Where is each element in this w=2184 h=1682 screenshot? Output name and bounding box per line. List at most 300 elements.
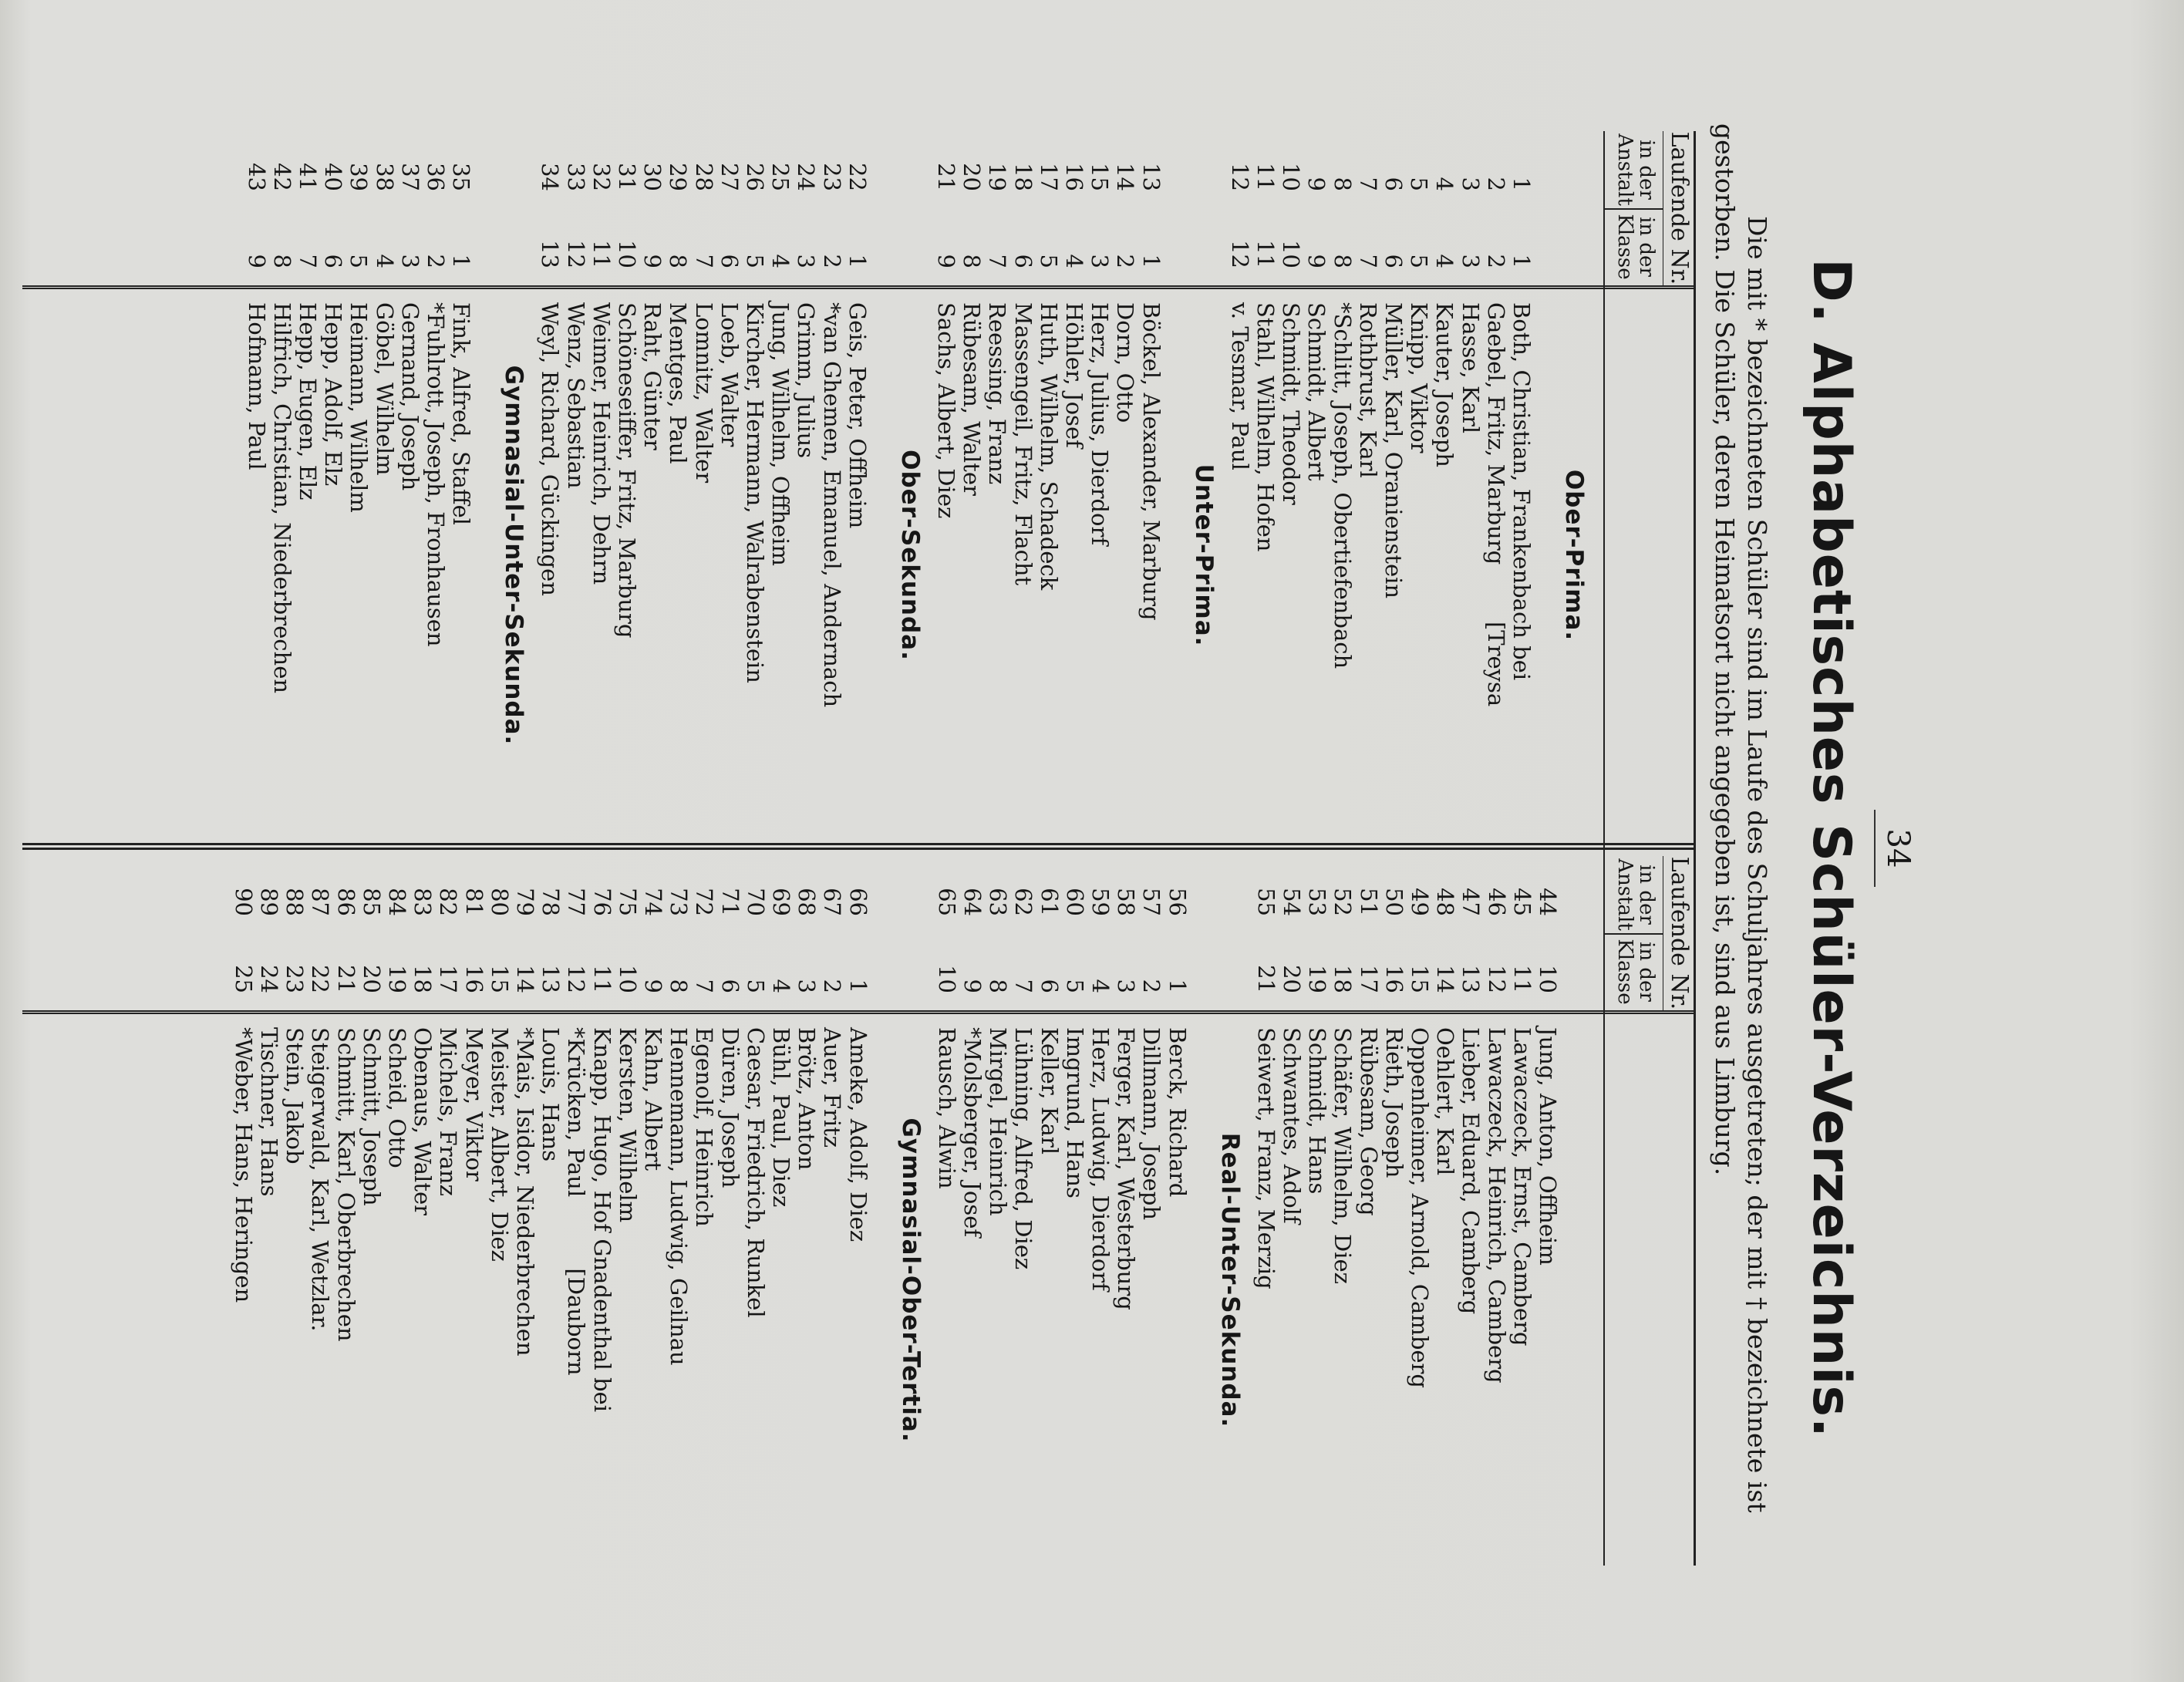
student-name: Fink, Alfred, Staffel bbox=[448, 302, 475, 525]
anstalt-number: 13 bbox=[1138, 163, 1164, 191]
student-row bbox=[819, 131, 844, 825]
student-row bbox=[959, 856, 985, 1550]
klasse-number: 10 bbox=[1278, 240, 1305, 268]
anstalt-number: 61 bbox=[1036, 888, 1063, 916]
student-name: Herz, Julius, Dierdorf bbox=[1087, 302, 1114, 546]
student-row bbox=[1087, 856, 1113, 1550]
anstalt-number: 68 bbox=[794, 888, 821, 916]
student-row bbox=[1356, 856, 1381, 1550]
student-row bbox=[1010, 856, 1036, 1550]
student-name: Both, Christian, Frankenbach bei bbox=[1508, 302, 1535, 681]
klasse-number: 3 bbox=[1457, 254, 1484, 268]
student-name: Reessing, Franz bbox=[984, 302, 1011, 485]
anstalt-number: 75 bbox=[614, 888, 641, 916]
student-row bbox=[563, 131, 588, 825]
anstalt-number: 40 bbox=[320, 163, 347, 191]
student-name: Egenolf, Heinrich bbox=[691, 1027, 718, 1227]
student-name: Jung, Anton, Offheim bbox=[1535, 1027, 1561, 1266]
student-row bbox=[1508, 131, 1534, 825]
anstalt-number: 44 bbox=[1535, 888, 1561, 916]
student-name: Sachs, Albert, Diez bbox=[933, 302, 959, 519]
student-row bbox=[1252, 131, 1278, 825]
anstalt-number: 25 bbox=[767, 163, 794, 191]
student-name: Lieber, Eduard, Camberg bbox=[1458, 1027, 1485, 1315]
student-row bbox=[691, 856, 716, 1550]
left-header-anstalt: in der Anstalt bbox=[1613, 133, 1658, 206]
anstalt-number: 38 bbox=[371, 163, 398, 191]
anstalt-number: 49 bbox=[1407, 888, 1433, 916]
student-row bbox=[1535, 856, 1560, 1550]
anstalt-number: 45 bbox=[1508, 888, 1535, 916]
anstalt-number: 65 bbox=[933, 888, 960, 916]
anstalt-number: 73 bbox=[666, 888, 693, 916]
klasse-number: 3 bbox=[1087, 254, 1114, 268]
klasse-number: 14 bbox=[1432, 965, 1459, 993]
student-name: *Mais, Isidor, Niederbrechen bbox=[512, 1027, 538, 1357]
student-name: Knipp, Viktor bbox=[1406, 302, 1433, 453]
anstalt-number: 70 bbox=[742, 888, 769, 916]
student-name: *Molsberger, Josef bbox=[959, 1027, 986, 1238]
anstalt-number: 54 bbox=[1279, 888, 1305, 916]
student-row bbox=[1407, 856, 1432, 1550]
anstalt-number: 74 bbox=[640, 888, 666, 916]
anstalt-number: 32 bbox=[588, 163, 615, 191]
student-name: Caesar, Friedrich, Runkel bbox=[742, 1027, 769, 1318]
klasse-number: 13 bbox=[538, 965, 565, 993]
student-name: Raht, Günter bbox=[639, 302, 666, 450]
klasse-number: 13 bbox=[537, 240, 564, 268]
student-name: Huth, Wilhelm, Schadeck bbox=[1035, 302, 1062, 591]
student-name: Michels, Franz bbox=[435, 1027, 462, 1196]
klasse-number: 6 bbox=[1036, 979, 1063, 993]
student-row bbox=[666, 856, 691, 1550]
student-name: Ferger, Karl, Westerburg bbox=[1113, 1027, 1140, 1310]
anstalt-number: 88 bbox=[281, 888, 308, 916]
student-name: Loeb, Walter bbox=[716, 302, 743, 447]
anstalt-number: 50 bbox=[1380, 888, 1407, 916]
student-row bbox=[397, 131, 423, 825]
student-row bbox=[320, 131, 345, 825]
student-name: Gernand, Joseph bbox=[396, 302, 423, 491]
anstalt-number: 48 bbox=[1432, 888, 1459, 916]
anstalt-number: 58 bbox=[1113, 888, 1140, 916]
student-row bbox=[1227, 131, 1252, 825]
student-row bbox=[1330, 131, 1355, 825]
student-row bbox=[1303, 131, 1329, 825]
student-row bbox=[1355, 131, 1380, 825]
klasse-number: 10 bbox=[614, 965, 641, 993]
klasse-number: 1 bbox=[448, 254, 475, 268]
student-name: Heimann, Wilhelm bbox=[345, 302, 372, 513]
anstalt-number: 20 bbox=[959, 163, 986, 191]
student-name: Rübesam, Georg bbox=[1355, 1027, 1382, 1216]
student-row bbox=[768, 856, 794, 1550]
student-row bbox=[295, 131, 320, 825]
klasse-number: 6 bbox=[1009, 254, 1036, 268]
student-name: *Weber, Hans, Heringen bbox=[230, 1027, 257, 1303]
klasse-number: 1 bbox=[844, 254, 871, 268]
student-name: Hepp, Adolf, Elz bbox=[320, 302, 347, 487]
klasse-number: 14 bbox=[512, 965, 538, 993]
klasse-number: 12 bbox=[1226, 240, 1253, 268]
student-row bbox=[1432, 856, 1458, 1550]
anstalt-number: 7 bbox=[1354, 177, 1381, 191]
anstalt-number: 51 bbox=[1355, 888, 1382, 916]
page-number-rule bbox=[1874, 810, 1876, 887]
klasse-number: 4 bbox=[1061, 254, 1087, 268]
student-row bbox=[716, 131, 742, 825]
anstalt-number: 85 bbox=[358, 888, 385, 916]
student-name: Bühl, Paul, Diez bbox=[768, 1027, 794, 1208]
left-header-laufende: Laufende Nr. bbox=[1666, 131, 1693, 285]
anstalt-number: 14 bbox=[1112, 163, 1139, 191]
student-name: Lühning, Alfred, Diez bbox=[1010, 1027, 1037, 1270]
student-row bbox=[984, 131, 1009, 825]
student-row bbox=[793, 131, 818, 825]
klasse-number: 7 bbox=[690, 254, 717, 268]
page-title: D. Alphabetisches Schüler-Verzeichnis. bbox=[1801, 258, 1862, 1438]
student-name: Tischner, Hans bbox=[256, 1027, 282, 1197]
student-name: Keller, Karl bbox=[1036, 1027, 1063, 1154]
student-row bbox=[537, 131, 562, 825]
klasse-number: 15 bbox=[1407, 965, 1433, 993]
left-header-klasse: in der Klasse bbox=[1613, 214, 1658, 280]
student-row bbox=[1278, 131, 1303, 825]
klasse-number: 9 bbox=[640, 979, 666, 993]
anstalt-number: 69 bbox=[768, 888, 794, 916]
student-name: *Schlitt, Joseph, Obertiefenbach bbox=[1329, 302, 1356, 669]
anstalt-number: 10 bbox=[1278, 163, 1305, 191]
student-name: v. Tesmar, Paul bbox=[1226, 302, 1253, 470]
student-row bbox=[589, 856, 615, 1550]
anstalt-number: 77 bbox=[563, 888, 590, 916]
student-row bbox=[691, 131, 716, 825]
student-name: Hepp, Eugen, Elz bbox=[295, 302, 321, 501]
anstalt-number: 36 bbox=[423, 163, 449, 191]
student-row bbox=[1061, 131, 1087, 825]
klasse-number: 4 bbox=[768, 979, 794, 993]
student-row bbox=[1036, 131, 1061, 825]
anstalt-number: 26 bbox=[742, 163, 768, 191]
klasse-number: 4 bbox=[371, 254, 398, 268]
student-row bbox=[563, 856, 588, 1550]
anstalt-number: 89 bbox=[256, 888, 282, 916]
student-name: Knapp, Hugo, Hof Gnadenthal bei bbox=[588, 1027, 615, 1412]
anstalt-number: 24 bbox=[793, 163, 820, 191]
klasse-number: 10 bbox=[1535, 965, 1561, 993]
student-name: Schwantes, Adolf bbox=[1279, 1027, 1305, 1224]
anstalt-number: 63 bbox=[985, 888, 1012, 916]
klasse-number: 19 bbox=[1304, 965, 1331, 993]
student-row bbox=[1484, 856, 1509, 1550]
left-header-divider bbox=[1605, 208, 1663, 210]
klasse-number: 5 bbox=[1406, 254, 1433, 268]
klasse-number: 6 bbox=[716, 979, 743, 993]
klasse-number: 16 bbox=[1380, 965, 1407, 993]
anstalt-number: 29 bbox=[665, 163, 692, 191]
anstalt-number: 80 bbox=[486, 888, 513, 916]
student-name: Obenaus, Walter bbox=[410, 1027, 436, 1215]
student-row bbox=[1138, 131, 1164, 825]
student-name: Kersten, Wilhelm bbox=[614, 1027, 641, 1223]
anstalt-number: 9 bbox=[1303, 177, 1330, 191]
klasse-number: 21 bbox=[332, 965, 359, 993]
klasse-number: 8 bbox=[268, 254, 295, 268]
student-row bbox=[1304, 856, 1330, 1550]
anstalt-number: 4 bbox=[1431, 177, 1458, 191]
student-row bbox=[819, 856, 844, 1550]
student-row bbox=[1431, 131, 1457, 825]
anstalt-number: 81 bbox=[460, 888, 487, 916]
klasse-number: 12 bbox=[563, 965, 590, 993]
student-name: Lawaczeck, Heinrich, Camberg bbox=[1483, 1027, 1510, 1384]
student-row bbox=[985, 856, 1010, 1550]
document-page bbox=[19, 116, 1946, 1581]
anstalt-number: 62 bbox=[1010, 888, 1037, 916]
klasse-number: 5 bbox=[742, 979, 769, 993]
klasse-number: 9 bbox=[1303, 254, 1330, 268]
klasse-number: 11 bbox=[588, 965, 615, 993]
student-name: *Fuhlrott, Joseph, Fronhausen bbox=[423, 302, 449, 647]
student-row bbox=[435, 856, 460, 1550]
student-row bbox=[1036, 856, 1062, 1550]
student-name: Schöneseiffer, Fritz, Marburg bbox=[614, 302, 640, 639]
student-name: Schmidt, Hans bbox=[1304, 1027, 1331, 1195]
student-name: Höhler, Josef bbox=[1061, 302, 1087, 448]
anstalt-number: 79 bbox=[512, 888, 538, 916]
anstalt-number: 84 bbox=[384, 888, 410, 916]
anstalt-number: 87 bbox=[307, 888, 334, 916]
klasse-number: 3 bbox=[1113, 979, 1140, 993]
anstalt-number: 82 bbox=[435, 888, 462, 916]
anstalt-number: 35 bbox=[448, 163, 475, 191]
anstalt-number: 52 bbox=[1330, 888, 1357, 916]
student-name: Weimer, Heinrich, Dehrn bbox=[588, 302, 615, 585]
anstalt-number: 22 bbox=[844, 163, 871, 191]
klasse-number: 9 bbox=[933, 254, 959, 268]
klasse-number: 22 bbox=[307, 965, 334, 993]
student-name: Lawaczeck, Ernst, Camberg bbox=[1508, 1027, 1535, 1347]
student-row bbox=[665, 131, 690, 825]
anstalt-number: 39 bbox=[345, 163, 372, 191]
right-header-klasse: in der Klasse bbox=[1613, 939, 1658, 1005]
student-row bbox=[410, 856, 435, 1550]
student-name: Kahn, Albert bbox=[640, 1027, 666, 1171]
anstalt-number: 18 bbox=[1009, 163, 1036, 191]
anstalt-number: 17 bbox=[1035, 163, 1062, 191]
anstalt-number: 28 bbox=[690, 163, 717, 191]
anstalt-number: 78 bbox=[538, 888, 565, 916]
student-name: Brötz, Anton bbox=[794, 1027, 821, 1171]
klasse-number: 5 bbox=[345, 254, 372, 268]
student-name: Schmidt, Albert bbox=[1303, 302, 1330, 481]
student-name: Mirgel, Heinrich bbox=[985, 1027, 1012, 1216]
klasse-number: 7 bbox=[691, 979, 718, 993]
student-name: Meyer, Viktor bbox=[460, 1027, 487, 1181]
student-row bbox=[1458, 856, 1483, 1550]
student-row bbox=[423, 131, 448, 825]
student-row bbox=[448, 131, 474, 825]
anstalt-number: 5 bbox=[1406, 177, 1433, 191]
klasse-number: 2 bbox=[1138, 979, 1165, 993]
student-name: Rübesam, Walter bbox=[959, 302, 986, 496]
anstalt-number: 37 bbox=[396, 163, 423, 191]
section-title: Gymnasial-Ober-Tertia. bbox=[896, 1117, 925, 1443]
klasse-number: 25 bbox=[230, 965, 257, 993]
student-name: Schäfer, Wilhelm, Diez bbox=[1330, 1027, 1357, 1284]
section-title: Ober-Sekunda. bbox=[895, 450, 924, 661]
student-row bbox=[1509, 856, 1535, 1550]
klasse-number: 2 bbox=[818, 254, 845, 268]
klasse-number: 2 bbox=[819, 979, 846, 993]
klasse-number: 8 bbox=[985, 979, 1012, 993]
student-name: Dorn, Otto bbox=[1112, 302, 1139, 423]
student-name: Rothbrust, Karl bbox=[1354, 302, 1381, 478]
anstalt-number: 53 bbox=[1304, 888, 1331, 916]
student-name: Seiwert, Franz, Merzig bbox=[1252, 1027, 1279, 1289]
student-name: Schmidt, Theodor bbox=[1278, 302, 1305, 505]
student-name: Mentges, Paul bbox=[665, 302, 692, 464]
klasse-number: 18 bbox=[410, 965, 436, 993]
klasse-number: 5 bbox=[1035, 254, 1062, 268]
student-row bbox=[614, 131, 639, 825]
student-name: Böckel, Alexander, Marburg bbox=[1138, 302, 1164, 621]
anstalt-number: 47 bbox=[1458, 888, 1485, 916]
student-row bbox=[345, 131, 371, 825]
anstalt-number: 57 bbox=[1138, 888, 1165, 916]
klasse-number: 17 bbox=[1355, 965, 1382, 993]
klasse-number: 3 bbox=[793, 254, 820, 268]
student-row bbox=[281, 856, 307, 1550]
student-row bbox=[1253, 856, 1279, 1550]
klasse-number: 13 bbox=[1458, 965, 1485, 993]
student-name: Imgrund, Hans bbox=[1061, 1027, 1088, 1198]
klasse-number: 15 bbox=[486, 965, 513, 993]
klasse-number: 1 bbox=[844, 979, 871, 993]
student-row bbox=[933, 131, 959, 825]
student-row bbox=[512, 856, 538, 1550]
anstalt-number: 71 bbox=[716, 888, 743, 916]
klasse-number: 8 bbox=[959, 254, 986, 268]
anstalt-number: 46 bbox=[1483, 888, 1510, 916]
student-name: Oehlert, Karl bbox=[1432, 1027, 1459, 1176]
student-row bbox=[231, 856, 256, 1550]
student-row bbox=[1279, 856, 1304, 1550]
student-name: Hasse, Karl bbox=[1457, 302, 1484, 434]
student-row bbox=[794, 856, 819, 1550]
student-name: Müller, Karl, Oranienstein bbox=[1380, 302, 1407, 599]
klasse-number: 7 bbox=[1354, 254, 1381, 268]
klasse-number: 9 bbox=[959, 979, 986, 993]
klasse-number: 2 bbox=[1112, 254, 1139, 268]
klasse-number: 16 bbox=[460, 965, 487, 993]
student-name: Massengeil, Fritz, Flacht bbox=[1009, 302, 1036, 586]
page-number: 34 bbox=[1880, 828, 1916, 868]
student-row bbox=[1380, 131, 1406, 825]
student-name: Kircher, Hermann, Walrabenstein bbox=[742, 302, 768, 683]
anstalt-number: 42 bbox=[268, 163, 295, 191]
anstalt-number: 31 bbox=[614, 163, 640, 191]
student-row bbox=[256, 856, 281, 1550]
klasse-number: 7 bbox=[295, 254, 321, 268]
klasse-number: 20 bbox=[1279, 965, 1305, 993]
klasse-number: 5 bbox=[742, 254, 768, 268]
anstalt-number: 15 bbox=[1087, 163, 1114, 191]
anstalt-number: 60 bbox=[1061, 888, 1088, 916]
anstalt-number: 19 bbox=[984, 163, 1011, 191]
klasse-number: 11 bbox=[588, 240, 615, 268]
student-name: Hennemann, Ludwig, Geilnau bbox=[666, 1027, 693, 1366]
student-name: Grimm, Julius bbox=[793, 302, 820, 459]
student-table bbox=[22, 131, 1696, 1566]
klasse-number: 12 bbox=[562, 240, 589, 268]
klasse-number: 7 bbox=[1010, 979, 1037, 993]
anstalt-number: 27 bbox=[716, 163, 743, 191]
student-row bbox=[1113, 856, 1138, 1550]
klasse-number: 18 bbox=[1330, 965, 1357, 993]
anstalt-number: 56 bbox=[1164, 888, 1191, 916]
student-row bbox=[244, 131, 269, 825]
anstalt-number: 90 bbox=[230, 888, 257, 916]
student-row bbox=[1458, 131, 1483, 825]
klasse-number: 3 bbox=[794, 979, 821, 993]
student-name: Wenz, Sebastian bbox=[562, 302, 589, 489]
right-header-divider bbox=[1605, 933, 1663, 935]
anstalt-number: 83 bbox=[410, 888, 436, 916]
klasse-number: 9 bbox=[243, 254, 270, 268]
student-row bbox=[1010, 131, 1036, 825]
intro-text-line-1: Die mit * bezeichneten Schüler sind im Laufe des Schuljahres ausgetreten; der mit † bezeichnete ist bbox=[1742, 216, 1772, 1513]
student-name: Düren, Joseph bbox=[716, 1027, 743, 1188]
klasse-number: 21 bbox=[1252, 965, 1279, 993]
student-row bbox=[333, 856, 359, 1550]
student-name: Herz, Ludwig, Dierdorf bbox=[1087, 1027, 1114, 1291]
student-row bbox=[269, 131, 295, 825]
klasse-number: 4 bbox=[767, 254, 794, 268]
anstalt-number: 86 bbox=[332, 888, 359, 916]
section-title: Real-Unter-Sekunda. bbox=[1215, 1132, 1244, 1428]
klasse-number: 8 bbox=[665, 254, 692, 268]
klasse-number: 24 bbox=[256, 965, 282, 993]
anstalt-number: 64 bbox=[959, 888, 986, 916]
anstalt-number: 12 bbox=[1226, 163, 1253, 191]
klasse-number: 11 bbox=[1252, 240, 1279, 268]
student-name: Schmitt, Karl, Oberbrechen bbox=[332, 1027, 359, 1342]
student-name: Rieth, Joseph bbox=[1380, 1027, 1407, 1178]
anstalt-number: 1 bbox=[1508, 177, 1535, 191]
anstalt-number: 30 bbox=[639, 163, 666, 191]
student-row bbox=[1112, 131, 1138, 825]
klasse-number: 4 bbox=[1431, 254, 1458, 268]
student-row bbox=[1062, 856, 1087, 1550]
student-row bbox=[767, 131, 793, 825]
student-row bbox=[384, 856, 410, 1550]
student-name: Hofmann, Paul bbox=[243, 302, 270, 470]
student-row bbox=[717, 856, 743, 1550]
student-name: Meister, Albert, Diez bbox=[486, 1027, 513, 1262]
student-row bbox=[1087, 131, 1112, 825]
student-name: Weyl, Richard, Gückingen bbox=[537, 302, 564, 596]
anstalt-number: 59 bbox=[1087, 888, 1114, 916]
right-header-anstalt: in der Anstalt bbox=[1613, 858, 1658, 931]
section-title: Gymnasial-Unter-Sekunda. bbox=[500, 365, 528, 746]
student-row bbox=[1483, 131, 1508, 825]
klasse-number: 8 bbox=[666, 979, 693, 993]
student-name: Steigerwald, Karl, Wetzlar. bbox=[307, 1027, 334, 1332]
student-name: Jung, Wilhelm, Offheim bbox=[767, 302, 794, 566]
klasse-number: 6 bbox=[320, 254, 347, 268]
anstalt-number: 66 bbox=[844, 888, 871, 916]
